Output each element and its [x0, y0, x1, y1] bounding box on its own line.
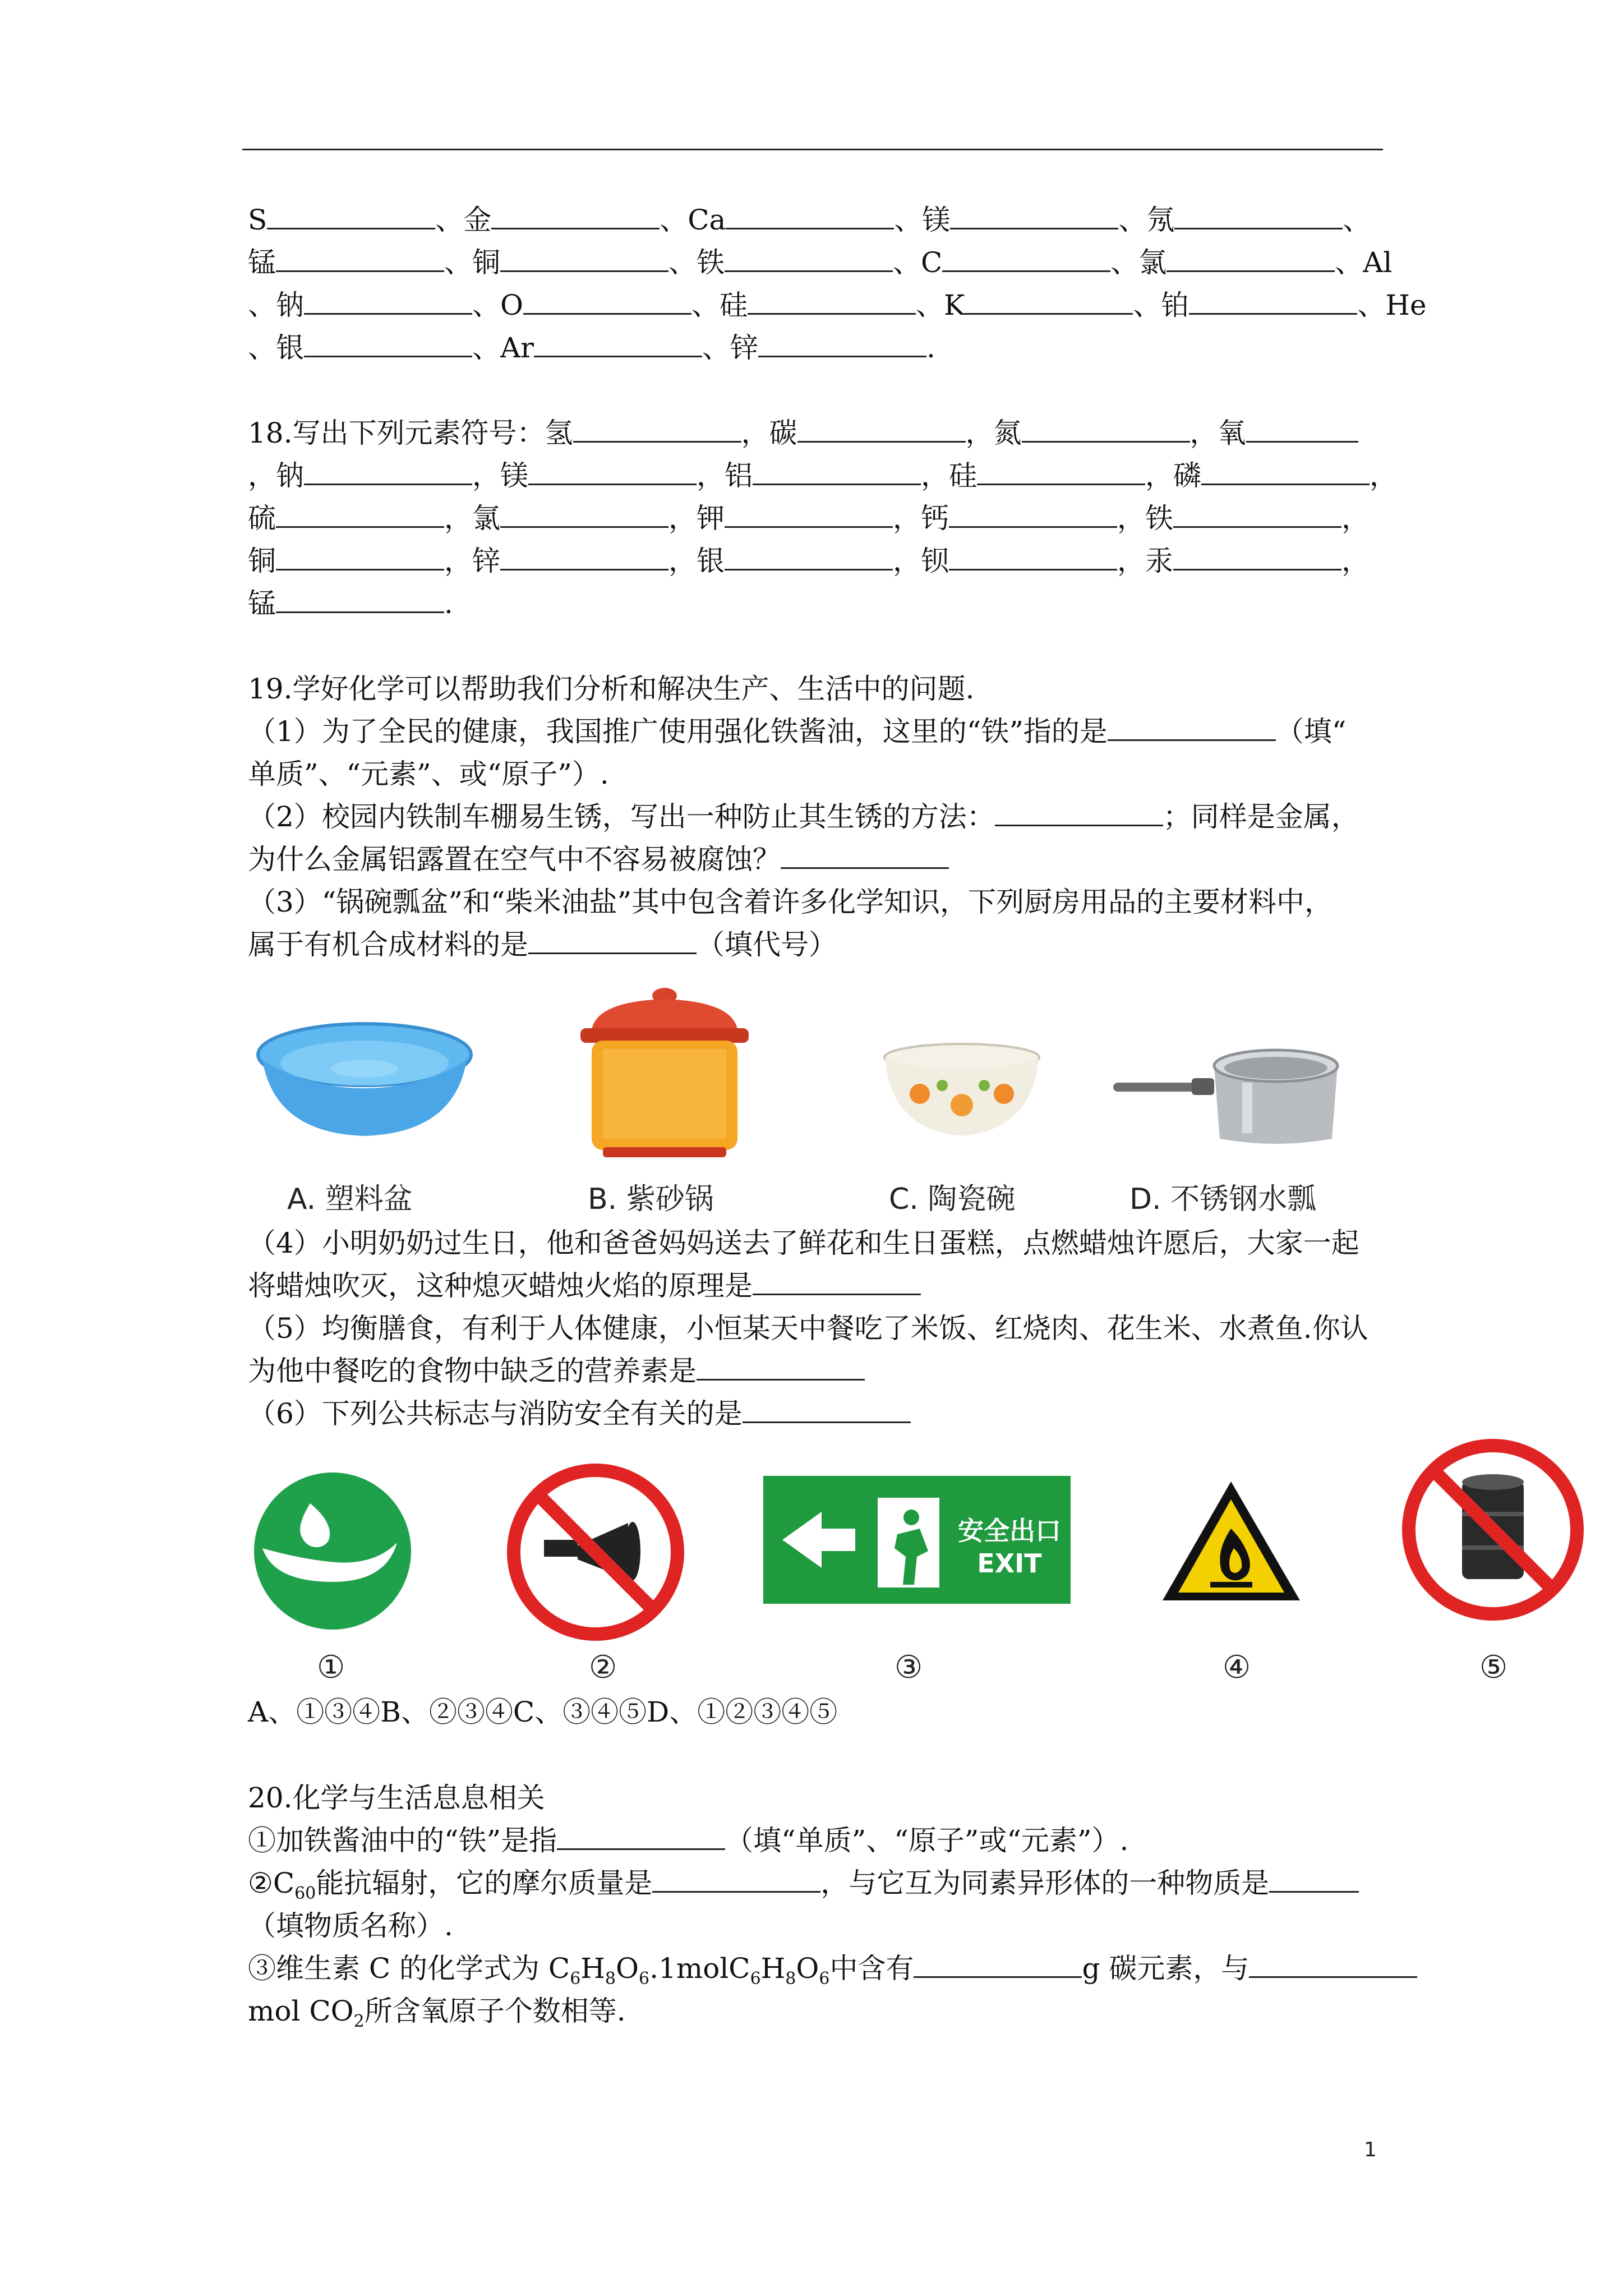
q20-line-3: （填物质名称）.: [248, 1910, 453, 1942]
q19-part3-line-1: （3）“锅碗瓢盆”和“柴米油盐”其中包含着许多化学知识，下列厨房用品的主要材料中，: [248, 886, 1333, 918]
q19-part2-line-1: （2）校园内铁制车棚易生锈，写出一种防止其生锈的方法： ；同样是金属，: [248, 800, 1359, 833]
q19-part3-line-2: 属于有机合成材料的是 （填代号）: [248, 928, 837, 961]
plastic-basin-image: [252, 1015, 477, 1150]
flammable-warning-sign-icon: [1160, 1478, 1303, 1604]
no-horn-sign-icon: [505, 1461, 687, 1644]
caption-b: B. 紫砂锅: [588, 1182, 714, 1216]
q19-part5-line-1: （5）均衡膳食，有利于人体健康，小恒某天中餐吃了米饭、红烧肉、花生米、水煮鱼.你认: [248, 1312, 1368, 1345]
q19-part4-line-2: 将蜡烛吹灭，这种熄灭蜡烛火焰的原理是: [248, 1269, 1383, 1303]
q18-line-3: 硫 ，氯 ，钾 ，钙 ，铁 ，: [248, 502, 1370, 535]
sign-number-1: ①: [317, 1649, 345, 1686]
caption-a: A. 塑料盆: [287, 1182, 413, 1216]
exit-sign-chinese-text: 安全出口: [958, 1516, 1061, 1546]
q18-line-5: 锰 .: [248, 587, 453, 620]
q18-line-1: 18.写出下列元素符号：氢 ，碳 ，氮 ，氧: [248, 416, 1383, 450]
q19-part1-line-2: 单质”、“元素”、或“原子”）.: [248, 758, 609, 790]
q20-title: 20.化学与生活息息相关: [248, 1782, 545, 1814]
elements-line-1: S 、金 、Ca 、镁 、氖 、: [248, 204, 1371, 236]
ceramic-bowl-image: [880, 1041, 1043, 1147]
elements-line-2: 锰 、铜 、铁 、C 、氯 、Al: [248, 246, 1393, 279]
q20-line-4: ③维生素 C 的化学式为 $C_6H_8O_6.1molC_6H_8O_6$中含有 g 碳元素，与: [248, 1952, 1383, 1996]
q18-line-2: ，钠 ，镁 ，铝 ，硅 ，磷 ，: [248, 459, 1398, 492]
q20-line-1: ①加铁酱油中的“铁”是指 （填“单质”、“原子”或“元素”）.: [248, 1824, 1129, 1857]
sign-number-5: ⑤: [1479, 1649, 1508, 1686]
elements-line-3: 、钠 、O 、硅 、K 、铂 、He: [248, 289, 1427, 321]
q19-part4-line-1: （4）小明奶奶过生日，他和爸爸妈妈送去了鲜花和生日蛋糕，点燃蜡烛许愿后，大家一起: [248, 1227, 1359, 1259]
q19-part5-line-2: 为他中餐吃的食物中缺乏的营养素是: [248, 1354, 1383, 1388]
no-flammables-sign-icon: [1399, 1436, 1587, 1624]
emergency-exit-sign-icon: [760, 1473, 1074, 1607]
steel-ladle-image: [1113, 1043, 1343, 1150]
sign-number-4: ④: [1223, 1649, 1251, 1686]
exit-sign-english-text: EXIT: [977, 1548, 1042, 1579]
q20-line-2: $②C_{60}$能抗辐射，它的摩尔质量是 ，与它互为同素异形体的一种物质是: [248, 1866, 1383, 1911]
water-saving-sign-icon: [251, 1470, 414, 1632]
sign-number-2: ②: [589, 1649, 617, 1686]
q19-part2-line-2: 为什么金属铝露置在空气中不容易被腐蚀？: [248, 843, 1383, 876]
q19-part6: （6）下列公共标志与消防安全有关的是: [248, 1397, 1383, 1430]
sign-number-3: ③: [895, 1649, 923, 1686]
clay-pot-image: [569, 979, 760, 1164]
q20-line-5: mol $CO_2$所含氧原子个数相等.: [248, 1995, 626, 2031]
caption-c: C. 陶瓷碗: [889, 1182, 1016, 1216]
q19-part1-line-1: （1）为了全民的健康，我国推广使用强化铁酱油，这里的“铁”指的是 （填“: [248, 715, 1347, 748]
elements-line-4: 、银 、Ar 、锌 .: [248, 332, 935, 364]
q19-title: 19.学好化学可以帮助我们分析和解决生产、生活中的问题.: [248, 673, 975, 705]
header-rule: [242, 149, 1383, 150]
page-number: 1: [1364, 2138, 1377, 2161]
caption-d: D. 不锈钢水瓢: [1129, 1182, 1317, 1216]
q19-options: A、①③④B、②③④C、③④⑤D、①②③④⑤: [248, 1696, 838, 1728]
q18-line-4: 铜 ，锌 ，银 ，钡 ，汞 ，: [248, 545, 1370, 577]
